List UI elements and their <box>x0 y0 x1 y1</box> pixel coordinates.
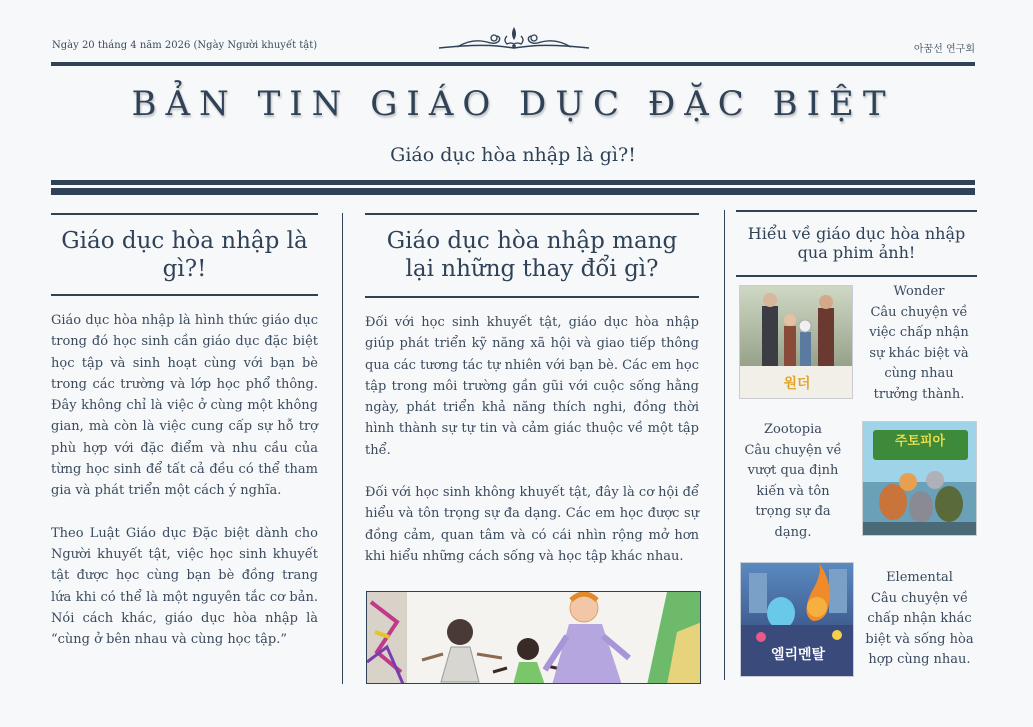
movie-description: Câu chuyện về chấp nhận khác biệt và sống hòa hợp cùng nhau. <box>865 590 974 667</box>
movie-description: Câu chuyện về vượt qua định kiến và tôn trọng sự đa dạng. <box>744 442 842 540</box>
poster-title-text: 원더 <box>783 376 811 392</box>
double-rule-top <box>51 180 975 185</box>
issue-date: Ngày 20 tháng 4 năm 2026 (Ngày Người khuyết tật) <box>52 40 318 51</box>
ornament-divider-icon <box>437 24 591 54</box>
header-rule <box>51 62 975 66</box>
movie-entry-wonder <box>862 282 976 405</box>
movie-poster-wonder <box>739 285 853 399</box>
article-paragraph: Đối với học sinh khuyết tật, giáo dục hòa nhập giúp phát triển kỹ năng xã hội và giao tiếp thông qua các tương tác tự nhiên với bạn bè. Các em học tập trong môi trường gần gũi với cuộc sống hằng ngày, phát triển khả năng thích nghi, đồng thời hình thành sự tự tin và cảm giác thuộc về một tập thể. <box>365 315 699 458</box>
crayon-drawing-icon <box>367 592 701 684</box>
movie-entry-zootopia <box>737 420 849 543</box>
movie-title: Zootopia <box>764 422 822 437</box>
masthead-title: BẢN TIN GIÁO DỤC ĐẶC BIỆT <box>131 84 895 124</box>
column-changes <box>365 213 699 567</box>
double-rule-bottom <box>51 188 975 195</box>
column-heading: Hiểu về giáo dục hòa nhập qua phim ảnh! <box>736 210 977 277</box>
movie-title: Elemental <box>886 570 953 585</box>
movie-poster-zootopia <box>862 421 977 536</box>
article-paragraph: Đối với học sinh không khuyết tật, đây là cơ hội để hiểu và tôn trọng sự đa dạng. Các em học được sự đồng cảm, quan tâm và có cái nhìn rộng mở hơn khi hiểu những cách sống và học tập khác nhau. <box>365 485 699 564</box>
organization-name: 아꿈선 연구회 <box>913 44 975 55</box>
poster-title-text: 엘리멘탈 <box>770 647 826 663</box>
children-drawing-image <box>366 591 701 684</box>
movie-entry-elemental <box>862 568 977 671</box>
column-divider <box>342 213 343 684</box>
column-divider <box>724 210 725 680</box>
column-heading: Giáo dục hòa nhập mang lại những thay đổi gì? <box>365 213 699 298</box>
movie-poster-elemental <box>740 562 854 677</box>
article-paragraph: Giáo dục hòa nhập là hình thức giáo dục trong đó học sinh cần giáo dục đặc biệt học tập và sinh hoạt cùng với bạn bè trong các trường và lớp học phổ thông. Đây không chỉ là việc ở cùng một không gian, mà còn là việc cung cấp sự hỗ trợ phù hợp với đặc điểm và nhu cầu của từng học sinh để tất cả đều có thể tham gia và phát triển một cách ý nghĩa. <box>51 313 318 499</box>
column-what-is-inclusive-education <box>51 213 318 650</box>
movie-title: Wonder <box>893 284 945 299</box>
column-heading: Giáo dục hòa nhập là gì?! <box>51 213 318 296</box>
movie-description: Câu chuyện về việc chấp nhận sự khác biệt và cùng nhau trưởng thành. <box>869 304 969 402</box>
column-movies <box>736 210 977 277</box>
article-paragraph: Theo Luật Giáo dục Đặc biệt dành cho Người khuyết tật, việc học sinh khuyết tật được học cùng bạn bè đồng trang lứa khi có thể là một nguyên tắc cơ bản. Nói cách khác, giáo dục hòa nhập là “cùng ở bên nhau và cùng học tập.” <box>51 525 318 648</box>
masthead-subtitle: Giáo dục hòa nhập là gì?! <box>390 144 636 166</box>
poster-title-text: 주토피아 <box>894 434 946 449</box>
